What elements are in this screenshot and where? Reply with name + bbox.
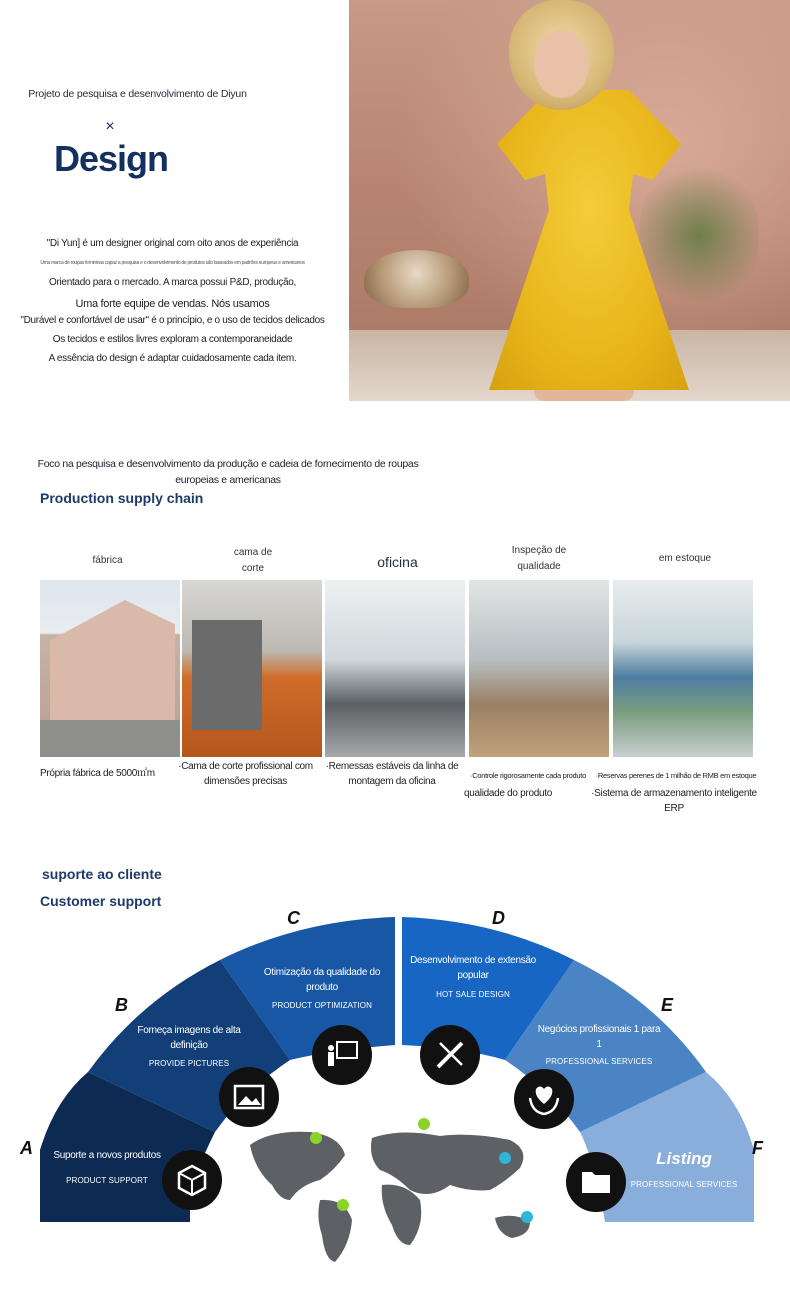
hero-model-photo — [349, 0, 790, 401]
segment-e-en: PROFESSIONAL SERVICES — [545, 1057, 653, 1066]
segment-a-en: PRODUCT SUPPORT — [66, 1176, 148, 1185]
intro-line: Os tecidos e estilos livres exploram a contemporaneidade — [52, 334, 293, 345]
folder-icon — [566, 1152, 626, 1212]
intro-title: Design — [53, 138, 169, 179]
segment-f-en: PROFESSIONAL SERVICES — [630, 1180, 738, 1189]
caption-quality: qualidade do produto — [464, 788, 552, 799]
stage-label-stock: em estoque — [658, 553, 712, 564]
supply-chain-title: Production supply chain — [40, 490, 204, 506]
supply-chain-description: Foco na pesquisa e desenvolvimento da produção e cadeia de fornecimento de roupas europeias e americanas — [37, 458, 419, 486]
intro-line: "Di Yun] é um designer original com oito anos de experiência — [46, 238, 299, 249]
support-title-pt: suporte ao cliente — [42, 866, 162, 882]
picture-icon — [219, 1067, 279, 1127]
map-pin-icon — [310, 1132, 322, 1144]
stage-label-factory: fábrica — [92, 555, 123, 566]
support-fan-diagram — [0, 900, 790, 1296]
caption-factory: Própria fábrica de 5000㎡m — [40, 768, 155, 779]
caption-cutting: ·Cama de corte profissional com dimensões precisas — [178, 761, 313, 787]
workshop-photo — [325, 580, 465, 757]
segment-letter-a: A — [20, 1138, 33, 1158]
intro-line: Uma marca de roupas femininas capaz a pesquisa e o desenvolvimento de produtos são baseados em padrões europeus e americanos — [40, 260, 305, 266]
segment-letter-f: F — [752, 1138, 763, 1158]
design-tools-icon — [420, 1025, 480, 1085]
stage-label-quality: Inspeção de qualidade — [511, 545, 567, 572]
segment-b-text: Forneça imagens de alta definição — [137, 1025, 241, 1051]
factory-building — [50, 600, 175, 735]
world-map — [250, 1132, 530, 1262]
caption-workshop: ·Remessas estáveis da linha de montagem da oficina — [325, 761, 459, 787]
caption-stock-small: ·Reservas perenes de 1 milhão de RMB em estoque — [595, 771, 757, 780]
segment-f-text: Listing — [656, 1149, 712, 1168]
caption-stock: ·Sistema de armazenamento inteligente ERP — [591, 788, 757, 814]
heart-hands-icon — [514, 1069, 574, 1129]
intro-subtitle: Projeto de pesquisa e desenvolvimento de Diyun — [28, 88, 247, 100]
segment-letter-e: E — [661, 995, 674, 1015]
map-pin-icon — [337, 1199, 349, 1211]
segment-a-text: Suporte a novos produtos — [53, 1150, 161, 1161]
factory-photo — [40, 580, 180, 757]
cutting-bed-photo — [182, 580, 322, 757]
segment-b-en: PROVIDE PICTURES — [148, 1059, 230, 1068]
factory-ground — [40, 720, 180, 757]
segment-letter-d: D — [492, 908, 505, 928]
intro-line: "Durável e confortável de usar" é o princípio, e o uso de tecidos delicados — [20, 315, 325, 326]
stage-label-cutting: cama de corte — [233, 547, 273, 574]
segment-c-text: Otimização da qualidade do produto — [263, 967, 381, 993]
segment-d-text: Desenvolvimento de extensão popular — [410, 955, 536, 981]
segment-letter-b: B — [115, 995, 128, 1015]
caption-quality-small: ·Controle rigorosamente cada produto — [470, 771, 586, 780]
photo-basket — [364, 250, 469, 308]
cutting-machine — [192, 620, 262, 730]
photo-face — [534, 30, 589, 98]
intro-x-mark: × — [105, 118, 115, 135]
intro-line: Uma forte equipe de vendas. Nós usamos — [75, 298, 270, 310]
quality-inspection-photo — [469, 580, 609, 757]
segment-letter-c: C — [287, 908, 300, 928]
segment-d-en: HOT SALE DESIGN — [436, 990, 510, 999]
map-pin-icon — [499, 1152, 511, 1164]
cube-icon — [162, 1150, 222, 1210]
segment-c-en: PRODUCT OPTIMIZATION — [272, 1001, 372, 1010]
map-pin-icon — [418, 1118, 430, 1130]
warehouse-photo — [613, 580, 753, 757]
presentation-icon — [312, 1025, 372, 1085]
support-title-en: Customer support — [40, 893, 162, 909]
intro-line: A essência do design é adaptar cuidadosamente cada item. — [48, 353, 297, 364]
map-pin-icon — [521, 1211, 533, 1223]
segment-e-text: Negócios profissionais 1 para 1 — [537, 1024, 661, 1050]
stage-label-workshop: oficina — [377, 554, 418, 570]
intro-line: Orientado para o mercado. A marca possui P&D, produção, — [49, 277, 296, 288]
